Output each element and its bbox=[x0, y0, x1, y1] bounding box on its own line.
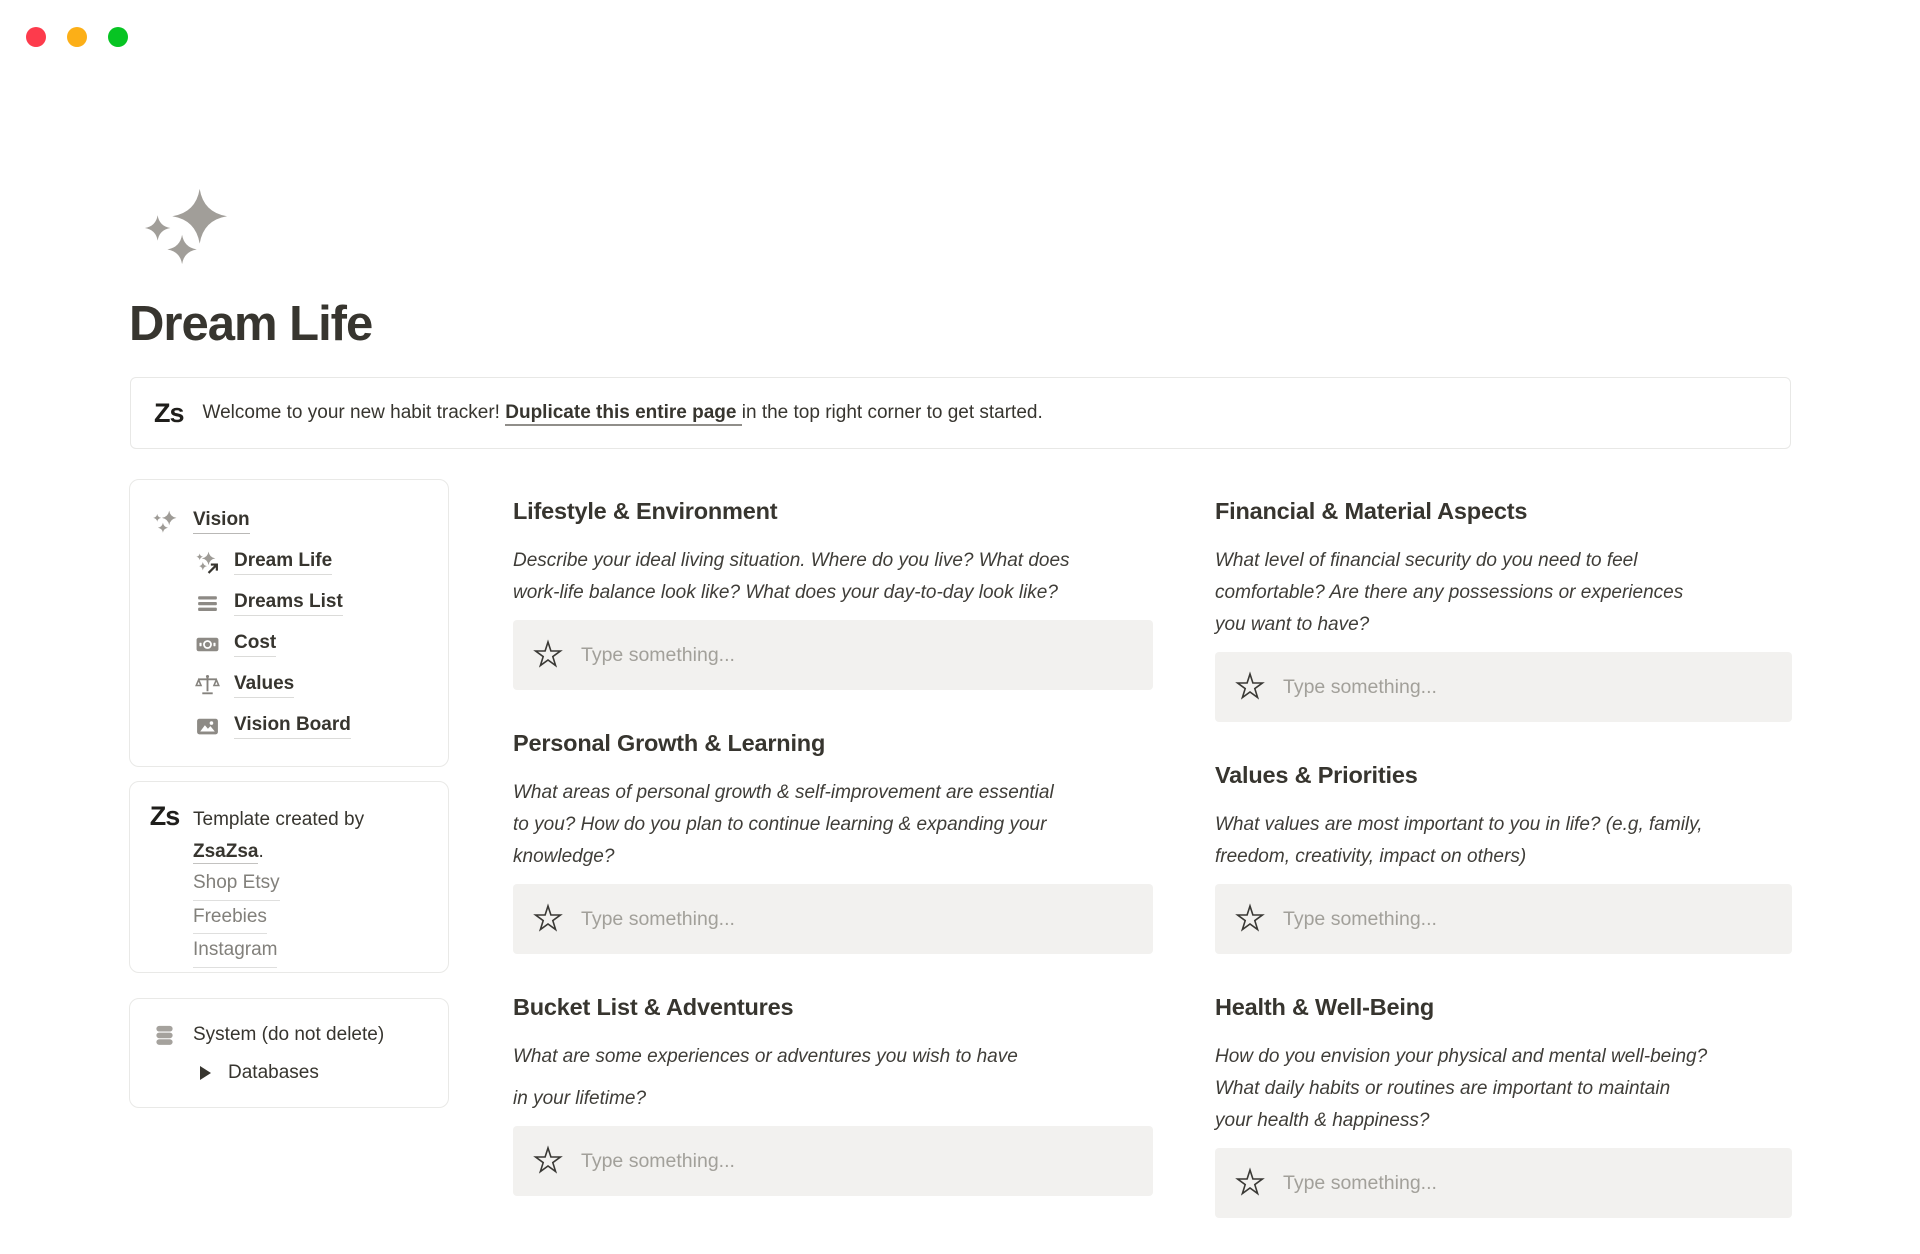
sidebar-link-cost[interactable]: Cost bbox=[234, 632, 276, 657]
section-financial-material-aspects bbox=[1215, 494, 1792, 722]
sidebar-link-values[interactable]: Values bbox=[234, 673, 294, 698]
welcome-callout bbox=[130, 377, 1791, 449]
shop-etsy-line bbox=[193, 867, 364, 901]
section-description bbox=[513, 1041, 1153, 1115]
text-input-block[interactable] bbox=[513, 884, 1153, 954]
description-line: to you? How do you plan to continue learning & expanding your bbox=[513, 814, 1047, 835]
text-input-block[interactable] bbox=[513, 1126, 1153, 1196]
sidebar-row-dreams-list bbox=[195, 583, 426, 624]
sidebar-row-cost bbox=[195, 624, 426, 665]
zs-logo-icon: Zs bbox=[154, 397, 184, 428]
duplicate-page-link[interactable]: Duplicate this entire page bbox=[505, 402, 742, 426]
window-controls bbox=[26, 27, 128, 47]
template-credit-box bbox=[129, 781, 449, 973]
input-placeholder: Type something... bbox=[1283, 675, 1437, 698]
sidebar-link-vision[interactable]: Vision bbox=[193, 509, 250, 534]
description-line: freedom, creativity, impact on others) bbox=[1215, 846, 1527, 867]
section-values-priorities bbox=[1215, 758, 1792, 954]
minimize-window-button[interactable] bbox=[67, 27, 87, 47]
left-column bbox=[513, 494, 1153, 1232]
section-description bbox=[1215, 1041, 1792, 1137]
section-description bbox=[1215, 809, 1792, 873]
sidebar-link-dream-life[interactable]: Dream Life bbox=[234, 550, 332, 575]
author-link[interactable]: ZsaZsa bbox=[193, 840, 259, 862]
database-icon bbox=[152, 1023, 177, 1048]
description-line: comfortable? Are there any possessions or experiences bbox=[1215, 582, 1684, 603]
description-line: What values are most important to you in life? (e.g, family, bbox=[1215, 814, 1703, 835]
section-heading: Bucket List & Adventures bbox=[513, 994, 794, 1020]
template-created-by-label: Template created by bbox=[193, 809, 365, 830]
triangle-toggle-icon[interactable] bbox=[200, 1066, 211, 1080]
callout-text-before: Welcome to your new habit tracker! bbox=[202, 402, 506, 423]
description-line: What areas of personal growth & self-improvement are essential bbox=[513, 782, 1054, 803]
freebies-link[interactable]: Freebies bbox=[193, 901, 267, 935]
page-sparkles-icon[interactable] bbox=[141, 186, 229, 266]
input-placeholder: Type something... bbox=[581, 643, 735, 666]
description-line: in your lifetime? bbox=[513, 1088, 647, 1109]
instagram-link[interactable]: Instagram bbox=[193, 934, 277, 968]
star-icon bbox=[533, 640, 563, 670]
balance-scale-icon bbox=[195, 673, 220, 698]
close-window-button[interactable] bbox=[26, 27, 46, 47]
list-lines-icon bbox=[195, 591, 220, 616]
zs-logo-icon bbox=[149, 801, 180, 831]
description-line: What level of financial security do you need to feel bbox=[1215, 550, 1638, 571]
system-title: System (do not delete) bbox=[193, 1024, 385, 1045]
input-placeholder: Type something... bbox=[581, 907, 735, 930]
sidebar-link-vision-board[interactable]: Vision Board bbox=[234, 714, 351, 739]
section-heading: Lifestyle & Environment bbox=[513, 498, 778, 524]
description-line: your health & happiness? bbox=[1215, 1110, 1430, 1131]
section-heading: Health & Well-Being bbox=[1215, 994, 1435, 1020]
system-box bbox=[129, 998, 449, 1108]
description-line: What daily habits or routines are important to maintain bbox=[1215, 1078, 1671, 1099]
shop-etsy-link[interactable]: Shop Etsy bbox=[193, 867, 280, 901]
sidebar-row-dream-life bbox=[195, 542, 426, 583]
page-title[interactable]: Dream Life bbox=[129, 297, 373, 351]
section-description bbox=[513, 545, 1153, 609]
framed-picture-icon bbox=[195, 714, 220, 739]
text-input-block[interactable] bbox=[513, 620, 1153, 690]
section-personal-growth-learning bbox=[513, 726, 1153, 954]
zs-logo-text: Zs bbox=[149, 801, 180, 831]
instagram-line bbox=[193, 934, 364, 968]
callout-text-after: in the top right corner to get started. bbox=[741, 402, 1043, 423]
author-line bbox=[193, 836, 364, 868]
sparkles-arrow-icon bbox=[195, 550, 220, 575]
sidebar-row-vision-board bbox=[195, 706, 426, 747]
system-title-row bbox=[152, 1016, 426, 1054]
vision-links-box bbox=[129, 479, 449, 767]
star-icon bbox=[1235, 1168, 1265, 1198]
databases-toggle-row[interactable] bbox=[200, 1054, 426, 1092]
section-description bbox=[1215, 545, 1792, 641]
template-credit-text bbox=[193, 804, 365, 960]
input-placeholder: Type something... bbox=[581, 1149, 735, 1172]
description-line: knowledge? bbox=[513, 846, 615, 867]
description-line: How do you envision your physical and mental well-being? bbox=[1215, 1046, 1708, 1067]
author-suffix: . bbox=[258, 840, 264, 862]
banknote-icon bbox=[195, 632, 220, 657]
sparkles-icon bbox=[152, 509, 177, 534]
section-heading: Values & Priorities bbox=[1215, 762, 1418, 788]
section-heading: Personal Growth & Learning bbox=[513, 730, 826, 756]
section-lifestyle-environment bbox=[513, 494, 1153, 690]
star-icon bbox=[533, 1146, 563, 1176]
sidebar-row-values bbox=[195, 665, 426, 706]
input-placeholder: Type something... bbox=[1283, 1171, 1437, 1194]
description-line: What are some experiences or adventures you wish to have bbox=[513, 1046, 1018, 1067]
section-bucket-list-adventures bbox=[513, 990, 1153, 1196]
text-input-block[interactable] bbox=[1215, 652, 1792, 722]
star-icon bbox=[533, 904, 563, 934]
freebies-line bbox=[193, 901, 364, 935]
callout-text bbox=[203, 402, 1043, 424]
section-health-well-being bbox=[1215, 990, 1792, 1218]
sidebar-link-dreams-list[interactable]: Dreams List bbox=[234, 591, 343, 616]
text-input-block[interactable] bbox=[1215, 884, 1792, 954]
description-line: you want to have? bbox=[1215, 614, 1370, 635]
section-heading: Financial & Material Aspects bbox=[1215, 498, 1528, 524]
star-icon bbox=[1235, 672, 1265, 702]
sidebar-row-vision bbox=[152, 501, 426, 542]
databases-toggle-label: Databases bbox=[228, 1062, 319, 1083]
right-column bbox=[1215, 494, 1792, 1254]
star-icon bbox=[1235, 904, 1265, 934]
section-description bbox=[513, 777, 1153, 873]
description-line: Describe your ideal living situation. Where do you live? What does bbox=[513, 550, 1070, 571]
input-placeholder: Type something... bbox=[1283, 907, 1437, 930]
fullscreen-window-button[interactable] bbox=[108, 27, 128, 47]
description-line: work-life balance look like? What does your day-to-day look like? bbox=[513, 582, 1058, 603]
text-input-block[interactable] bbox=[1215, 1148, 1792, 1218]
